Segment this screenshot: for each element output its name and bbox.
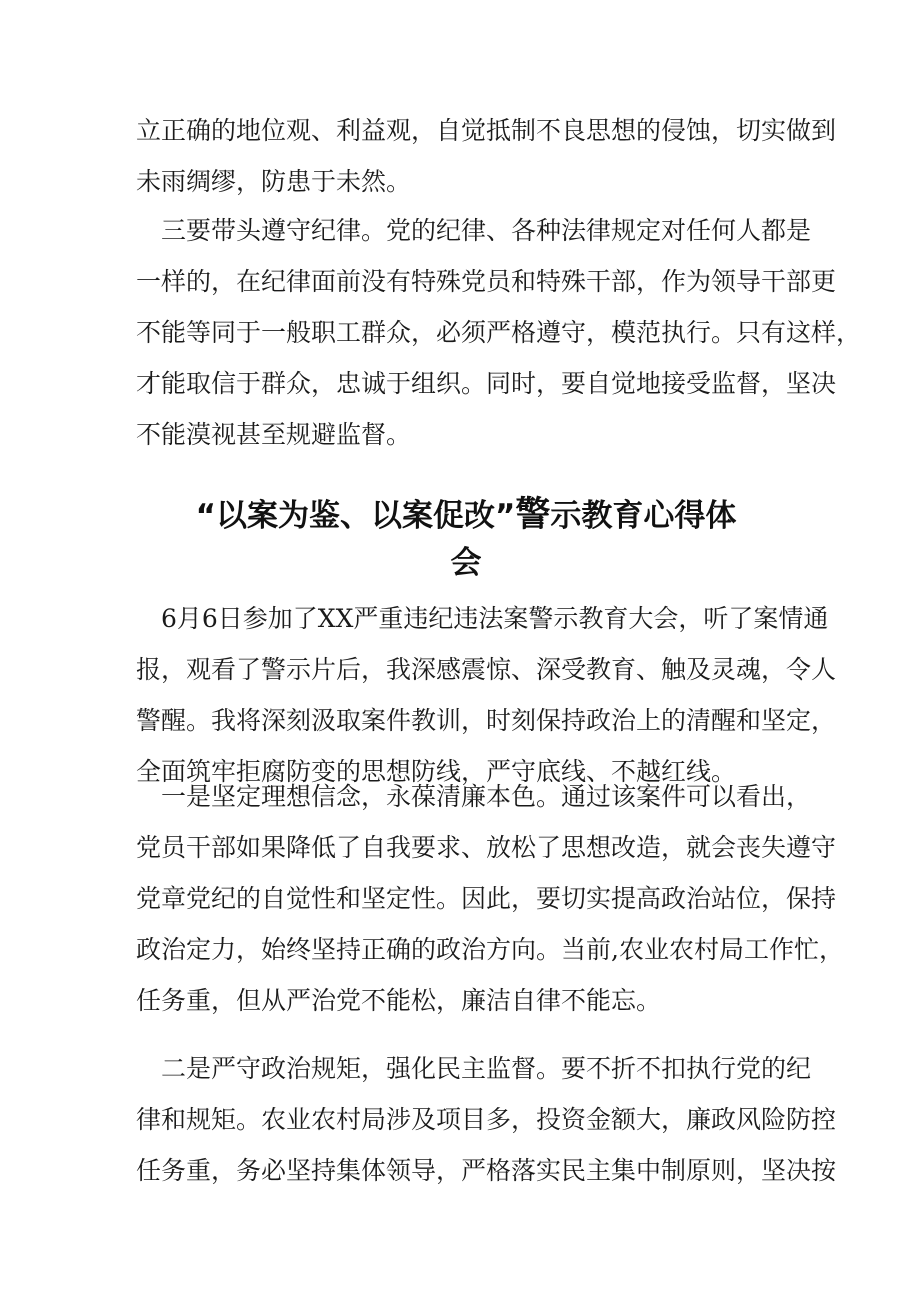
title-part-2: 警	[515, 495, 551, 535]
text-line: 二是严守政治规矩，强化民主监督。要不折不扣执行党的纪	[136, 1054, 812, 1083]
paragraph-point-one	[136, 771, 844, 1026]
article-title	[136, 492, 796, 587]
paragraph-continuation	[136, 105, 837, 207]
text-line: 未雨绸缪，防患于未然。	[136, 167, 412, 196]
paragraph-intro	[136, 593, 837, 797]
text-line: 党章党纪的自觉性和坚定性。因此，要切实提高政治站位，保持	[136, 884, 837, 913]
paragraph-discipline	[136, 205, 862, 460]
text-line: 全面筑牢拒腐防变的思想防线，严守底线、不越红线。	[136, 757, 737, 786]
text-line: 立正确的地位观、利益观，自觉抵制不良思想的侵蚀，切实做到	[136, 116, 837, 145]
title-line-2: 会	[450, 545, 482, 581]
text-line: 三要带头遵守纪律。党的纪律、各种法律规定对任何人都是	[136, 216, 812, 245]
text-line: 报，观看了警示片后，我深感震惊、深受教育、触及灵魂，令人	[136, 655, 837, 684]
text-line: 任务重，务必坚持集体领导，严格落实民主集中制原则，坚决按	[136, 1156, 837, 1185]
paragraph-point-two	[136, 1043, 837, 1196]
title-part-3: 示教育心得体	[550, 498, 737, 534]
text-line: 一样的，在纪律面前没有特殊党员和特殊干部，作为领导干部更	[136, 267, 837, 296]
text-line: 警醒。我将深刻汲取案件教训，时刻保持政治上的清醒和坚定，	[136, 706, 837, 735]
text-line: 才能取信于群众，忠诚于组织。同时，要自觉地接受监督，坚决	[136, 369, 837, 398]
text-line: 不能漠视甚至规避监督。	[136, 420, 412, 449]
title-line-1	[136, 492, 796, 540]
text-line: 一是坚定理想信念，永葆清廉本色。通过该案件可以看出，	[136, 782, 812, 811]
text-line: 任务重，但从严治党不能松，廉洁自律不能忘。	[136, 986, 662, 1015]
text-line: 律和规矩。农业农村局涉及项目多，投资金额大，廉政风险防控	[136, 1105, 837, 1134]
text-line: 不能等同于一般职工群众，必须严格遵守，模范执行。只有这样，	[136, 318, 862, 347]
text-line: 党员干部如果降低了自我要求、放松了思想改造，就会丧失遵守	[136, 833, 837, 862]
text-line: 6月6日参加了XX严重违纪违法案警示教育大会，听了案情通	[136, 604, 829, 633]
text-line: 政治定力，始终坚持正确的政治方向。当前,农业农村局工作忙，	[136, 935, 844, 964]
title-part-1: “以案为鉴、以案促改”	[195, 498, 516, 534]
